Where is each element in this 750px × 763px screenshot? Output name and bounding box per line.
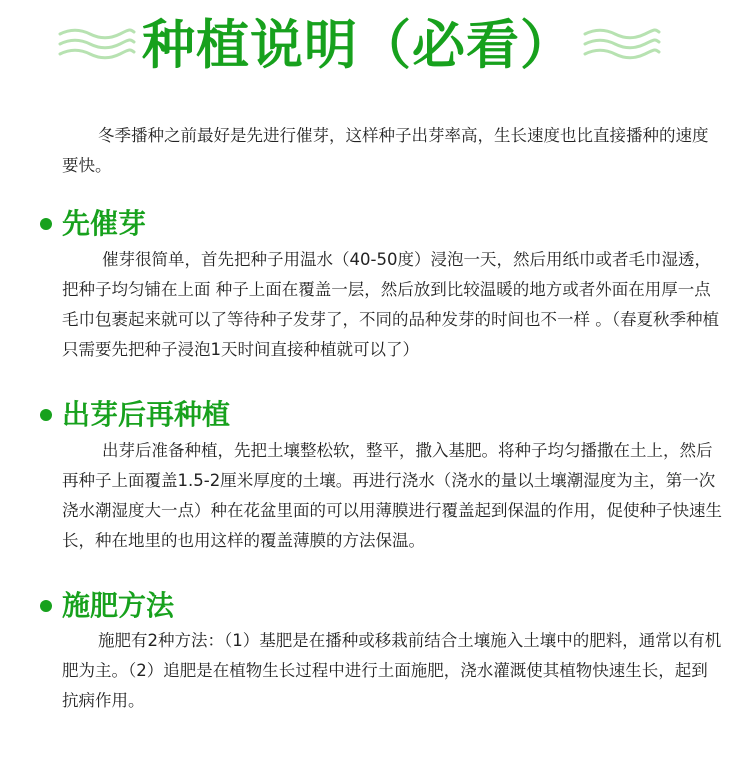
bullet-dot-icon xyxy=(40,409,52,421)
wave-decoration-right-icon xyxy=(583,28,661,62)
section-body-fertilizing: 施肥有2种方法：（1）基肥是在播种或移栽前结合土壤施入土壤中的肥料，通常以有机肥为主。（2）追肥是在植物生长过程中进行土面施肥，浇水灌溉使其植物快速生长，起到抗病作用。 xyxy=(62,631,722,710)
bullet-dot-icon xyxy=(40,600,52,612)
page-header xyxy=(0,0,750,90)
section-heading-text: 先催芽 xyxy=(62,207,147,240)
section-body-planting: 出芽后准备种植，先把土壤整松软，整平，撒入基肥。将种子均匀播撒在土上，然后再种子上面覆盖1.5-2厘米厚度的土壤。再进行浇水（浇水的量以土壤潮湿度为主，第一次浇水潮湿度大一点）种在花盆里面的可以用薄膜进行覆盖起到保温的作用，促使种子快速生长，种在地里的也用这样的覆盖薄膜的方法保温。 xyxy=(62,441,722,550)
wave-decoration-left-icon xyxy=(58,28,136,62)
page-title: 种植说明（必看） xyxy=(142,15,574,76)
section-heading-fertilizing xyxy=(40,586,174,626)
section-heading-text: 施肥方法 xyxy=(62,589,175,622)
section-body-germination: 催芽很简单，首先把种子用温水（40-50度）浸泡一天，然后用纸巾或者毛巾湿透，把种子均匀铺在上面 种子上面在覆盖一层，然后放到比较温暖的地方或者外面在用厚一点毛巾包裹起来就可以了等待种子发芽了，不同的品种发芽的时间也不一样 。（春夏秋季种植只需要先把种子浸泡1天时间直接种植就可以了） xyxy=(62,250,719,359)
section-heading-germination xyxy=(40,204,146,244)
intro-paragraph: 冬季播种之前最好是先进行催芽，这样种子出芽率高，生长速度也比直接播种的速度要快。 xyxy=(62,126,709,175)
section-heading-planting xyxy=(40,395,230,435)
section-heading-text: 出芽后再种植 xyxy=(62,398,231,431)
bullet-dot-icon xyxy=(40,218,52,230)
